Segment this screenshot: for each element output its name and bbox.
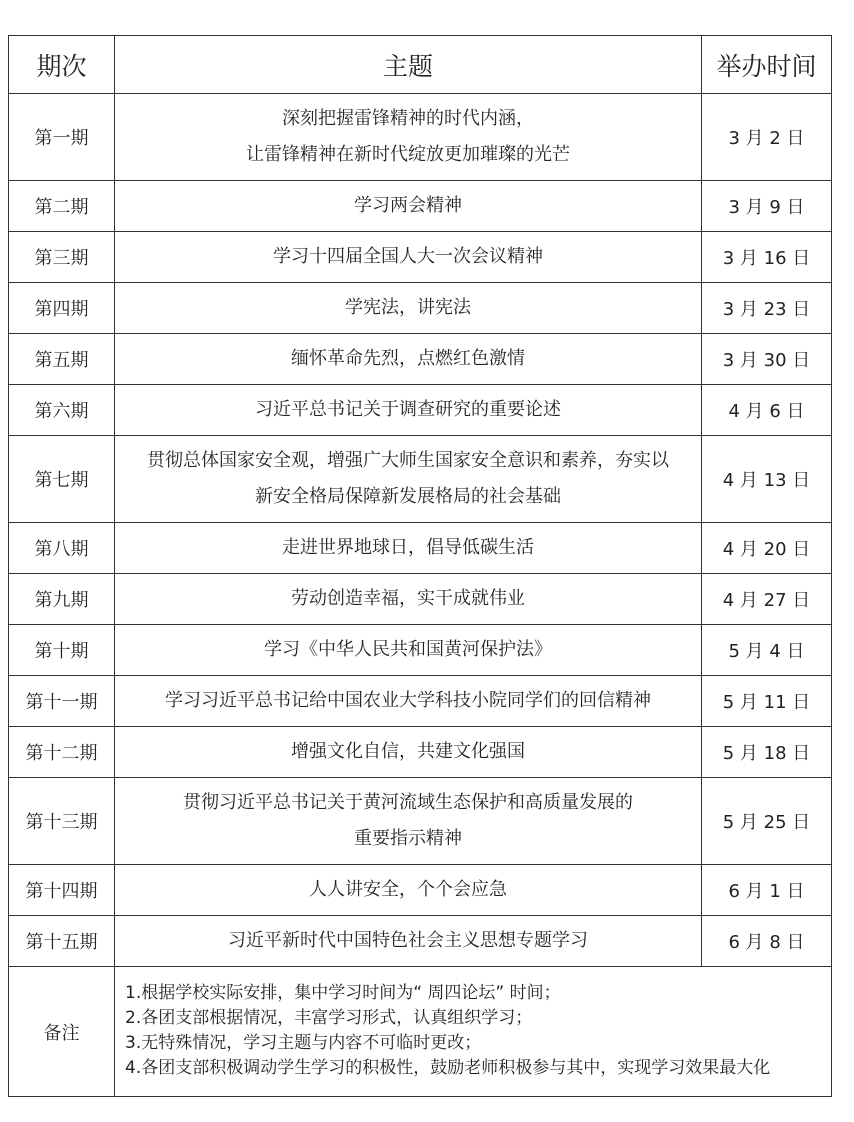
table-row xyxy=(9,232,832,283)
time-cell: 6 月 8 日 xyxy=(702,916,832,967)
topic-cell xyxy=(115,385,702,436)
topic-cell xyxy=(115,523,702,574)
notes-line-1: 1.根据学校实际安排，集中学习时间为“ 周四论坛” 时间； xyxy=(125,982,561,1003)
time-cell: 4 月 13 日 xyxy=(702,436,832,523)
topic-cell xyxy=(115,574,702,625)
time-cell: 3 月 23 日 xyxy=(702,283,832,334)
topic-cell xyxy=(115,334,702,385)
period-cell: 第十一期 xyxy=(9,676,115,727)
topic-cell xyxy=(115,181,702,232)
notes-line-4: 4.各团支部积极调动学生学习的积极性，鼓励老师积极参与其中，实现学习效果最大化 xyxy=(125,1057,771,1078)
topic-line: 缅怀革命先烈，点燃红色激情 xyxy=(291,348,525,369)
topic-line: 重要指示精神 xyxy=(354,828,462,849)
topic-line: 人人讲安全，个个会应急 xyxy=(309,879,507,900)
topic-line: 让雷锋精神在新时代绽放更加璀璨的光芒 xyxy=(246,144,570,165)
period-cell: 第十二期 xyxy=(9,727,115,778)
table-row xyxy=(9,436,832,523)
topic-line: 习近平总书记关于调查研究的重要论述 xyxy=(255,399,561,420)
topic-line: 劳动创造幸福，实干成就伟业 xyxy=(291,588,525,609)
time-cell: 4 月 20 日 xyxy=(702,523,832,574)
time-cell: 3 月 30 日 xyxy=(702,334,832,385)
period-cell: 第五期 xyxy=(9,334,115,385)
topic-line: 学习《中华人民共和国黄河保护法》 xyxy=(264,639,552,660)
header-period: 期次 xyxy=(9,36,115,94)
period-cell: 第四期 xyxy=(9,283,115,334)
topic-cell xyxy=(115,625,702,676)
topic-cell xyxy=(115,865,702,916)
time-cell: 5 月 25 日 xyxy=(702,778,832,865)
topic-cell xyxy=(115,436,702,523)
topic-cell xyxy=(115,232,702,283)
period-cell: 第六期 xyxy=(9,385,115,436)
schedule-rows xyxy=(9,94,832,967)
table-row xyxy=(9,181,832,232)
period-cell: 第十期 xyxy=(9,625,115,676)
table-row xyxy=(9,385,832,436)
topic-line: 学习习近平总书记给中国农业大学科技小院同学们的回信精神 xyxy=(165,690,651,711)
table-row xyxy=(9,865,832,916)
period-cell: 第十五期 xyxy=(9,916,115,967)
notes-line-2: 2.各团支部根据情况，丰富学习形式，认真组织学习； xyxy=(125,1007,533,1028)
header-row xyxy=(9,36,832,94)
table-row xyxy=(9,523,832,574)
time-cell: 5 月 4 日 xyxy=(702,625,832,676)
topic-line: 学宪法，讲宪法 xyxy=(345,297,471,318)
topic-cell xyxy=(115,283,702,334)
header-topic: 主题 xyxy=(115,36,702,94)
time-cell: 4 月 27 日 xyxy=(702,574,832,625)
time-cell: 4 月 6 日 xyxy=(702,385,832,436)
topic-cell xyxy=(115,676,702,727)
period-cell: 第十三期 xyxy=(9,778,115,865)
topic-line: 习近平新时代中国特色社会主义思想专题学习 xyxy=(228,930,588,951)
period-cell: 第九期 xyxy=(9,574,115,625)
period-cell: 第十四期 xyxy=(9,865,115,916)
period-cell: 第一期 xyxy=(9,94,115,181)
period-cell: 第八期 xyxy=(9,523,115,574)
header-time: 举办时间 xyxy=(702,36,832,94)
topic-line: 贯彻习近平总书记关于黄河流域生态保护和高质量发展的 xyxy=(183,792,633,813)
table-row xyxy=(9,574,832,625)
table-row xyxy=(9,916,832,967)
topic-line: 走进世界地球日，倡导低碳生活 xyxy=(282,537,534,558)
topic-line: 贯彻总体国家安全观，增强广大师生国家安全意识和素养，夯实以 xyxy=(147,450,669,471)
time-cell: 6 月 1 日 xyxy=(702,865,832,916)
table-row xyxy=(9,94,832,181)
table-row xyxy=(9,727,832,778)
topic-cell xyxy=(115,916,702,967)
notes-label: 备注 xyxy=(9,967,115,1097)
topic-cell xyxy=(115,94,702,181)
topic-cell xyxy=(115,778,702,865)
topic-cell xyxy=(115,727,702,778)
period-cell: 第七期 xyxy=(9,436,115,523)
topic-line: 学习两会精神 xyxy=(354,195,462,216)
topic-line: 学习十四届全国人大一次会议精神 xyxy=(273,246,543,267)
time-cell: 3 月 2 日 xyxy=(702,94,832,181)
time-cell: 5 月 11 日 xyxy=(702,676,832,727)
period-cell: 第二期 xyxy=(9,181,115,232)
period-cell: 第三期 xyxy=(9,232,115,283)
table-row xyxy=(9,676,832,727)
notes-row xyxy=(9,967,832,1097)
notes-content xyxy=(115,967,832,1097)
topic-line: 新安全格局保障新发展格局的社会基础 xyxy=(255,486,561,507)
topic-line: 深刻把握雷锋精神的时代内涵， xyxy=(282,108,534,129)
table-row xyxy=(9,283,832,334)
notes-line-3: 3.无特殊情况，学习主题与内容不可临时更改； xyxy=(125,1032,482,1053)
time-cell: 5 月 18 日 xyxy=(702,727,832,778)
table-row xyxy=(9,778,832,865)
topic-line: 增强文化自信，共建文化强国 xyxy=(291,741,525,762)
schedule-table xyxy=(8,35,832,1097)
table-row xyxy=(9,625,832,676)
time-cell: 3 月 9 日 xyxy=(702,181,832,232)
time-cell: 3 月 16 日 xyxy=(702,232,832,283)
table-row xyxy=(9,334,832,385)
